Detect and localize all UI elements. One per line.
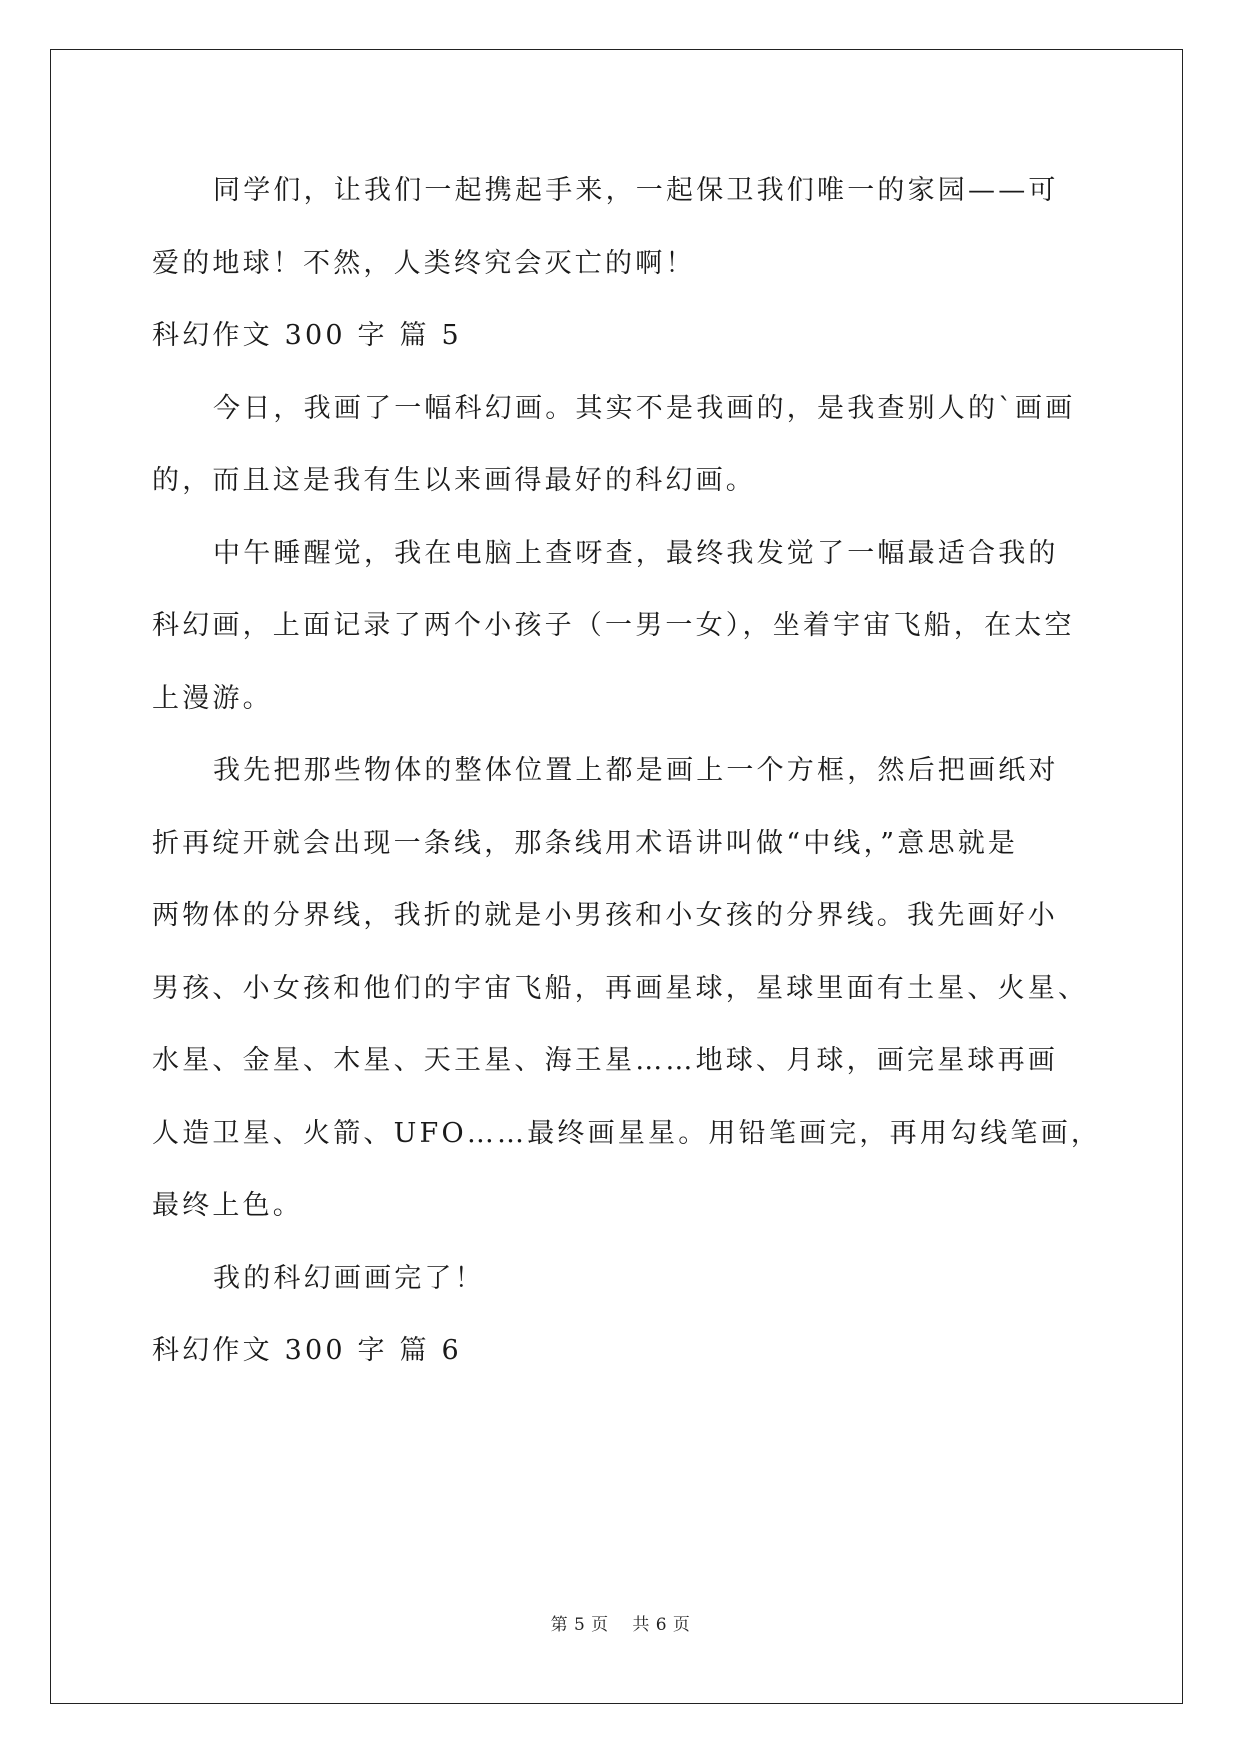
text-line: 中午睡醒觉，我在电脑上查呀查，最终我发觉了一幅最适合我的 xyxy=(213,537,1059,569)
text-line: 我先把那些物体的整体位置上都是画上一个方框，然后把画纸对 xyxy=(213,755,1059,786)
paragraph-body xyxy=(152,518,1092,736)
text-line: 今日，我画了一幅科幻画。其实不是我画的，是我查别人的`画画 xyxy=(213,392,1076,424)
page-number: 第 5 页 xyxy=(550,1615,609,1635)
text-line: 人造卫星、火箭、UFO……最终画星星。用铅笔画完，再用勾线笔画， xyxy=(152,1117,1102,1149)
text-line: 最终上色。 xyxy=(152,1190,303,1221)
paragraph-body xyxy=(152,155,1092,300)
page-total: 共 6 页 xyxy=(632,1615,691,1635)
text-line: 两物体的分界线，我折的就是小男孩和小女孩的分界线。我先画好小 xyxy=(152,900,1058,931)
text-line: 上漫游。 xyxy=(152,682,273,714)
section-heading xyxy=(152,1315,1092,1388)
text-line: 同学们，让我们一起携起手来，一起保卫我们唯一的家园——可 xyxy=(213,175,1059,206)
paragraph-body xyxy=(152,373,1092,518)
heading-text: 科幻作文 300 字 篇 6 xyxy=(152,1335,462,1366)
text-line: 男孩、小女孩和他们的宇宙飞船，再画星球，星球里面有土星、火星、 xyxy=(152,972,1089,1004)
text-line: 爱的地球！不然，人类终究会灭亡的啊！ xyxy=(152,247,696,279)
page-footer xyxy=(0,1610,1241,1635)
heading-text: 科幻作文 300 字 篇 5 xyxy=(152,320,462,351)
text-line: 水星、金星、木星、天王星、海王星……地球、月球，画完星球再画 xyxy=(152,1045,1058,1076)
text-line: 折再绽开就会出现一条线，那条线用术语讲叫做“中线，”意思就是 xyxy=(152,827,1019,859)
paragraph-body xyxy=(152,735,1102,1243)
document-body xyxy=(152,155,1102,1388)
text-line: 科幻画，上面记录了两个小孩子（一男一女），坐着宇宙飞船，在太空 xyxy=(152,610,1075,641)
text-line: 的，而且这是我有生以来画得最好的科幻画。 xyxy=(152,465,756,496)
paragraph-body xyxy=(152,1243,1092,1316)
section-heading xyxy=(152,300,1092,373)
text-line: 我的科幻画画完了！ xyxy=(213,1262,485,1294)
